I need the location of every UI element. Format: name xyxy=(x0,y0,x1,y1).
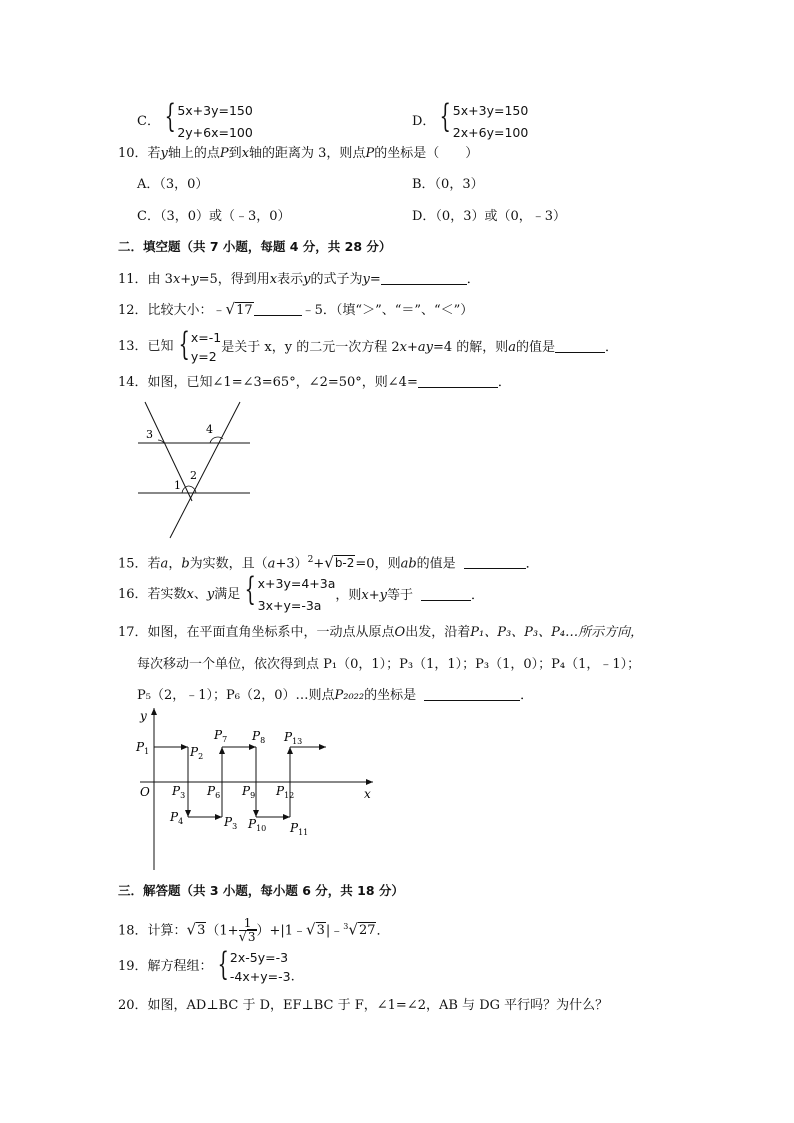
coordinate-path-figure xyxy=(130,704,380,874)
q-text: 19．解方程组： xyxy=(118,959,213,974)
q-text: 11．由 3 xyxy=(118,272,173,287)
q-text: P xyxy=(219,146,229,161)
q-text: +3） xyxy=(275,556,308,572)
q-text: ． xyxy=(466,272,480,287)
q-text: O xyxy=(394,625,406,640)
section-heading: 三．解答题（共 3 小题，每小题 6 分，共 18 分） xyxy=(118,883,404,898)
q-text: 等于 xyxy=(387,587,414,603)
equation-system xyxy=(177,100,253,144)
q-text: 的值是 xyxy=(416,556,456,572)
equation-system xyxy=(453,100,529,144)
q-text: 18．计算： xyxy=(118,923,187,939)
q-text: a xyxy=(160,556,169,572)
answer-blank[interactable] xyxy=(424,686,520,701)
angle-arc xyxy=(182,486,188,493)
y-axis-label: y xyxy=(140,709,147,723)
q-text: 的坐标是 xyxy=(364,688,417,703)
sqrt-sign: √ xyxy=(186,920,197,939)
radicand: b-2 xyxy=(334,556,355,571)
q-text: ． xyxy=(376,923,390,939)
radicand: 27 xyxy=(358,923,376,939)
question-18 xyxy=(118,912,390,946)
brace: { xyxy=(244,570,257,608)
q-text: ）+|1﹣ xyxy=(256,923,307,939)
q-text: ． xyxy=(497,375,511,390)
q-text: P₂₀₂₂ xyxy=(334,688,365,703)
fraction xyxy=(239,917,257,944)
brace: { xyxy=(440,97,452,135)
question-17-line1 xyxy=(118,624,643,642)
q-text: + xyxy=(180,272,192,287)
q-text: x xyxy=(186,587,194,602)
brace: { xyxy=(217,945,229,983)
q-text: 表示 xyxy=(277,272,304,287)
sqrt-sign: √ xyxy=(225,300,236,318)
brace: { xyxy=(164,97,176,135)
point-label-p3: $P_3$ xyxy=(172,784,186,800)
q-text: 是关于 x，y 的二元一次方程 2 xyxy=(221,339,400,355)
answer-blank[interactable] xyxy=(421,586,471,601)
option-label: C． xyxy=(137,114,160,129)
q-text: x xyxy=(172,272,181,287)
q-text: （1+ xyxy=(206,923,239,939)
equation: 5x+3y=150 xyxy=(452,103,529,118)
q-text: + xyxy=(368,587,380,603)
point-label-p7: $P_7$ xyxy=(214,728,228,744)
angle-label-3: 3 xyxy=(146,428,153,441)
q-text: 满足 xyxy=(214,587,241,602)
q10-option-b: B．（0，3） xyxy=(412,177,484,192)
angle-label-2: 2 xyxy=(190,469,197,482)
angle-arc xyxy=(188,486,196,493)
question-15 xyxy=(118,551,539,573)
q-text: 到 xyxy=(228,146,242,161)
q-text: =4 的解，则 xyxy=(432,339,509,355)
q10-option-c: C．（3，0）或（﹣3，0） xyxy=(137,209,291,224)
q-text: ﹣5．（填“＞”、“＝”、“＜”） xyxy=(301,303,474,318)
q-text: y xyxy=(206,587,215,602)
q-text: x xyxy=(269,272,278,287)
q-text: x xyxy=(241,146,250,161)
equation: 3x+y=-3a xyxy=(257,598,322,613)
q-text: 17．如图，在平面直角坐标系中，一动点从原点 xyxy=(118,625,395,640)
point-label-p13: $P_{13}$ xyxy=(284,730,303,746)
point-label-p6: $P_6$ xyxy=(207,784,221,800)
point-label-p9: $P_9$ xyxy=(242,784,256,800)
equation: 5x+3y=150 xyxy=(177,103,253,118)
q-text: 10．若 xyxy=(118,146,161,161)
q-text: a xyxy=(508,339,517,355)
question-17-line2: 每次移动一个单位，依次得到点 P₁（0，1）；P₃（1，1）；P₃（1，0）；P₄（1，﹣1）； xyxy=(137,657,641,672)
answer-blank[interactable] xyxy=(555,338,605,353)
q-text: 轴的距离为 3，则点 xyxy=(249,146,366,161)
equation-system xyxy=(258,573,336,617)
answer-blank[interactable] xyxy=(254,301,302,316)
answer-blank[interactable] xyxy=(464,554,526,569)
q-text: |﹣ xyxy=(325,923,344,939)
question-14 xyxy=(118,373,511,392)
question-19 xyxy=(118,945,295,987)
question-10 xyxy=(118,145,478,163)
equation: 2x-5y=-3 xyxy=(229,950,289,965)
point-label-p4: $P_4$ xyxy=(170,810,184,826)
q-text: 的值是 xyxy=(516,339,556,355)
equation: x=-1 xyxy=(190,330,222,345)
point-label-p11: $P_{11}$ xyxy=(290,821,309,837)
angle-label-4: 4 xyxy=(206,423,213,436)
cube-root-sign: √ xyxy=(348,920,358,939)
q-text: 13．已知 xyxy=(118,339,174,354)
q-text: y xyxy=(362,272,370,287)
q-text: x xyxy=(399,339,407,355)
option-label: D． xyxy=(412,114,436,129)
equation: 2y+6x=100 xyxy=(177,125,253,140)
q-text: 15．若 xyxy=(118,556,161,572)
q-text: + xyxy=(406,339,418,355)
point-label-p10: $P_{10}$ xyxy=(248,817,267,833)
radicand: 3 xyxy=(197,923,206,939)
point-label-p1: $P_1$ xyxy=(136,740,150,756)
angle-figure xyxy=(130,398,260,543)
q-text: b xyxy=(181,556,190,572)
equation: 2x+6y=100 xyxy=(452,125,529,140)
radicand: 3 xyxy=(247,930,256,945)
q-text: ay xyxy=(417,339,433,355)
q9-option-d xyxy=(412,97,529,144)
q-text: ． xyxy=(605,339,619,355)
q-text: y xyxy=(379,587,387,603)
angle-arc xyxy=(210,437,223,443)
question-11 xyxy=(118,270,480,289)
q-text: ． xyxy=(471,587,485,603)
q-text: a xyxy=(267,556,276,572)
q-text: ． xyxy=(525,556,539,572)
answer-blank[interactable] xyxy=(418,373,498,388)
q-text: =0，则 xyxy=(355,556,401,572)
equation: x+3y=4+3a xyxy=(257,576,336,591)
q-text: P₅（2，﹣1）；P₆（2，0）…则点 xyxy=(137,688,335,703)
denominator: √3 xyxy=(238,930,256,946)
brace: { xyxy=(178,325,190,363)
q-text: y xyxy=(160,146,168,161)
q10-option-a: A．（3，0） xyxy=(137,177,209,192)
point-label-p8: $P_8$ xyxy=(252,729,266,745)
exponent: 2 xyxy=(307,555,314,565)
equation: y=2 xyxy=(190,349,217,364)
q-text: = xyxy=(369,272,381,287)
question-16 xyxy=(118,570,485,617)
q-text: . xyxy=(290,969,295,985)
q-text: =5，得到用 xyxy=(198,272,270,287)
q-text: 12．比较大小：﹣ xyxy=(118,303,226,318)
x-axis-label: x xyxy=(364,787,371,801)
root-index: 3 xyxy=(343,922,349,931)
question-17-line3 xyxy=(137,686,533,705)
origin-label: O xyxy=(140,785,150,799)
equation-system xyxy=(230,948,291,986)
q9-option-c xyxy=(137,97,253,144)
equation-system xyxy=(191,328,221,366)
point-label-p5: $P_3$ xyxy=(224,815,238,831)
q-text: 出发，沿着 xyxy=(405,625,471,640)
sqrt-sign: √ xyxy=(306,920,316,939)
q-text: 14．如图，已知∠1=∠3=65°，∠2=50°，则∠4= xyxy=(118,375,418,390)
numerator: 1 xyxy=(239,917,257,931)
question-12 xyxy=(118,300,473,320)
q-text: P₁、P₃、P₃、P₄…所示方向， xyxy=(470,625,644,640)
radicand: 17 xyxy=(236,303,253,318)
q-text: 为实数，且（ xyxy=(189,556,268,572)
q-text: x xyxy=(361,587,369,603)
transversal-left xyxy=(145,402,192,501)
q-text: P xyxy=(365,146,375,161)
q-text: 16．若实数 xyxy=(118,587,187,602)
q-text: 、 xyxy=(193,587,207,602)
q-text: + xyxy=(313,556,325,572)
transversal-right xyxy=(170,402,240,538)
section-heading: 二．填空题（共 7 小题，每题 4 分，共 28 分） xyxy=(118,239,392,254)
question-13 xyxy=(118,325,619,366)
q10-option-d: D．（0，3）或（0，﹣3） xyxy=(412,209,567,224)
sqrt-sign: √ xyxy=(324,553,334,572)
q-text: ，则 xyxy=(335,587,362,603)
angle-label-1: 1 xyxy=(174,479,181,492)
q-text: 的式子为 xyxy=(310,272,363,287)
point-label-p2: $P_2$ xyxy=(190,745,204,761)
point-label-p12: $P_{12}$ xyxy=(276,784,295,800)
q-text: ab xyxy=(400,556,417,572)
answer-blank[interactable] xyxy=(381,270,467,285)
question-20: 20．如图，AD⊥BC 于 D，EF⊥BC 于 F，∠1=∠2，AB 与 DG 平行吗？为什么？ xyxy=(118,998,609,1013)
q-text: 轴上的点 xyxy=(167,146,220,161)
q-text: y xyxy=(303,272,311,287)
q-text: ． xyxy=(520,688,534,703)
q-text: 的坐标是（ ） xyxy=(374,146,479,161)
radicand: 3 xyxy=(316,923,325,939)
q-text: ， xyxy=(168,556,182,572)
equation: -4x+y=-3 xyxy=(229,969,291,984)
q-text: y xyxy=(191,272,199,287)
